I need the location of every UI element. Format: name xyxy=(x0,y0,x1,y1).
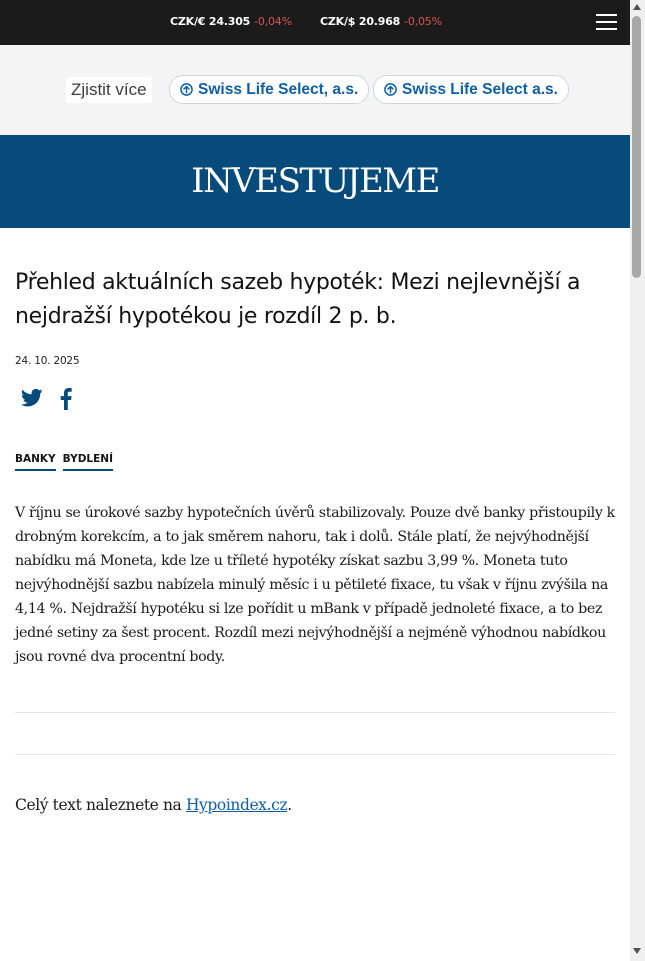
tag-pill-swiss-life-select-1[interactable] xyxy=(169,75,369,104)
learn-more-label: Zjistit více xyxy=(66,77,152,103)
site-logo[interactable]: INVESTUJEME xyxy=(191,161,439,201)
arrow-up-circle-icon xyxy=(180,83,193,96)
rate-usd-change: -0,05% xyxy=(404,15,442,28)
related-tags-bar xyxy=(0,45,630,135)
tag-pill-label: Swiss Life Select, a.s. xyxy=(198,81,359,98)
rate-eur-change: -0,04% xyxy=(254,15,292,28)
rate-usd xyxy=(320,15,442,28)
share-twitter-button[interactable] xyxy=(21,388,43,410)
article-categories xyxy=(15,447,120,471)
source-prefix: Celý text naleznete na xyxy=(15,796,186,814)
currency-ticker-bar xyxy=(0,0,630,45)
rate-eur-value: CZK/€ 24.305 xyxy=(170,15,251,28)
article-date: 24. 10. 2025 xyxy=(15,355,80,367)
category-link-banky[interactable]: BANKY xyxy=(15,453,56,471)
arrow-up-circle-icon xyxy=(384,83,397,96)
tag-pill-label: Swiss Life Select a.s. xyxy=(402,81,558,98)
hamburger-menu-icon[interactable] xyxy=(596,13,618,31)
scroll-down-arrow-icon[interactable] xyxy=(633,948,641,954)
facebook-icon xyxy=(60,388,72,410)
scroll-up-arrow-icon[interactable] xyxy=(633,4,641,10)
article-title: Přehled aktuálních sazeb hypoték: Mezi nejlevnější a nejdražší hypotékou je rozdíl 2 p. b. xyxy=(15,270,581,329)
divider xyxy=(15,712,615,713)
rate-usd-value: CZK/$ 20.968 xyxy=(320,15,401,28)
category-link-bydleni[interactable]: BYDLENÍ xyxy=(63,453,113,471)
divider xyxy=(15,754,615,755)
tag-pill-swiss-life-select-2[interactable] xyxy=(373,75,569,104)
source-suffix: . xyxy=(287,796,292,814)
twitter-icon xyxy=(21,388,43,408)
scrollbar-thumb[interactable] xyxy=(632,16,641,278)
article-perex: V říjnu se úrokové sazby hypotečních úvěrů stabilizovaly. Pouze dvě banky přistoupily k drobným korekcím, a to jak směrem nahoru, tak i dolů. Stále platí, že nejvýhodnější nabídku má Moneta, kde lze u tříleté hypotéky získat sazbu 3,99 %. Moneta tuto nejvýhodnější sazbu nabízela minulý měsíc i u pětileté fixace, tu však v říjnu zvýšila na 4,14 %. Nejdražší hypotéku si lze pořídit u mBank v případě jednoleté fixace, a to bez jedné setiny za šest procent. Rozdíl mezi nejvýhodnější a nejméně výhodnou nabídkou jsou rovné dva procentní body. xyxy=(15,505,615,665)
page-scrollbar[interactable] xyxy=(630,0,645,961)
article-source xyxy=(15,796,292,814)
brand-banner xyxy=(0,135,630,228)
share-facebook-button[interactable] xyxy=(60,388,82,410)
source-link[interactable]: Hypoindex.cz xyxy=(185,796,288,814)
rate-eur xyxy=(170,15,292,28)
